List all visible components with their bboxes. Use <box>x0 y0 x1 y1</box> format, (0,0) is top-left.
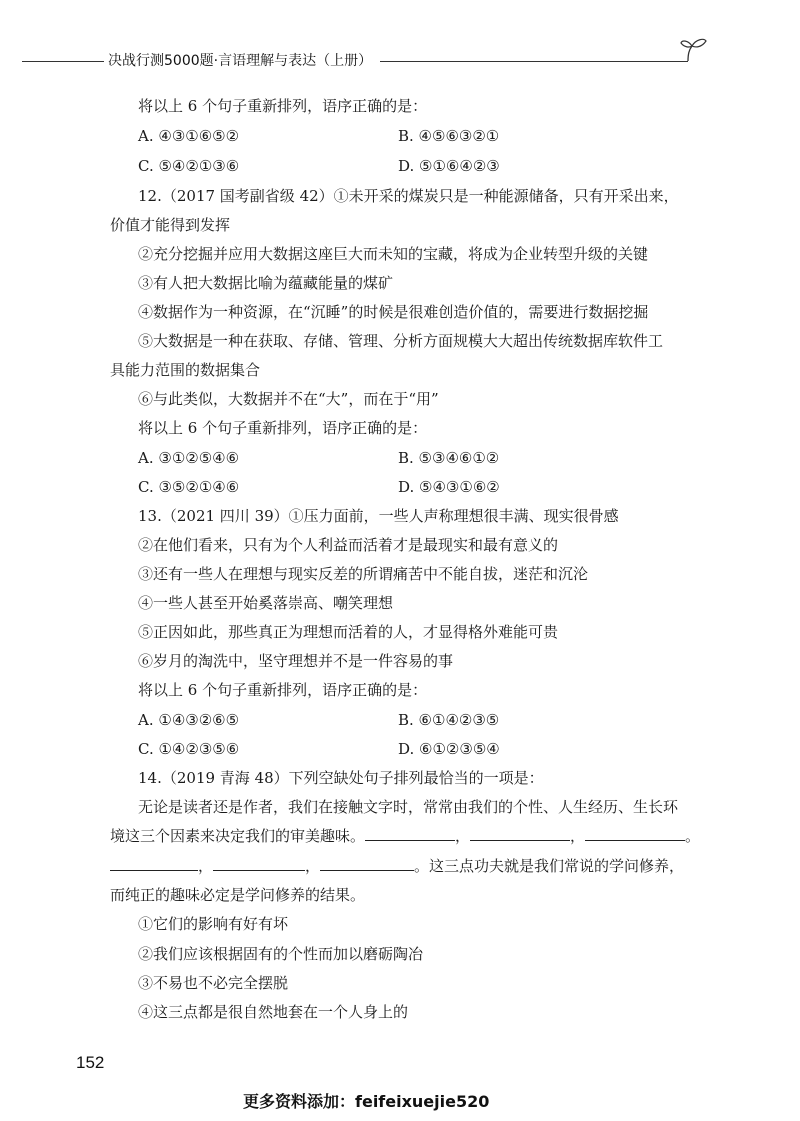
fill-blank <box>320 856 414 871</box>
q13-sentence-4: ④一些人甚至开始奚落崇高、嘲笑理想 <box>138 594 394 612</box>
q12-sentence-6: ⑥与此类似，大数据并不在“大”，而在于“用” <box>138 390 439 408</box>
fill-blank <box>213 856 305 871</box>
q13-option-d: D. ⑥①②③⑤④ <box>398 740 500 758</box>
footer-contact: 更多资料添加：feifeixuejie520 <box>243 1092 490 1111</box>
q13-sentence-5: ⑤正因如此，那些真正为理想而活着的人，才显得格外难能可贵 <box>138 623 559 641</box>
header-rule-left <box>22 61 104 62</box>
q14-sentence-1: ①它们的影响有好有坏 <box>138 915 289 933</box>
header-rule-right <box>380 61 688 62</box>
q11-option-b: B. ④⑤⑥③②① <box>398 127 500 145</box>
q12-line2: 价值才能得到发挥 <box>110 216 231 234</box>
q13-sentence-2: ②在他们看来，只有为个人利益而活着才是最现实和最有意义的 <box>138 536 559 554</box>
sprout-icon <box>678 36 714 64</box>
q14-sentence-3: ③不易也不必完全摆脱 <box>138 974 289 992</box>
q14-line1: 14.（2019 青海 48）下列空缺处句子排列最恰当的一项是： <box>138 769 544 787</box>
fill-blank <box>110 856 198 871</box>
fill-blank <box>365 826 455 841</box>
q12-sentence-3: ③有人把大数据比喻为蕴藏能量的煤矿 <box>138 274 394 292</box>
book-title: 决战行测5000题·言语理解与表达（上册） <box>108 53 373 69</box>
q12-sentence-5b: 具能力范围的数据集合 <box>110 361 261 379</box>
q12-option-a: A. ③①②⑤④⑥ <box>138 449 240 467</box>
q14-passage-line1: 无论是读者还是作者，我们在接触文字时，常常由我们的个性、人生经历、生长环 <box>138 798 679 816</box>
q14-passage-line3-text: 这三点功夫就是我们常说的学问修养， <box>429 857 685 875</box>
fill-blank <box>470 826 570 841</box>
q14-sentence-2: ②我们应该根据固有的个性而加以磨砺陶冶 <box>138 945 424 963</box>
q14-passage-line2-text: 境这三个因素来决定我们的审美趣味。 <box>110 827 366 845</box>
q13-option-c: C. ①④②③⑤⑥ <box>138 740 240 758</box>
q13-option-a: A. ①④③②⑥⑤ <box>138 711 240 729</box>
q14-sentence-4: ④这三点都是很自然地套在一个人身上的 <box>138 1003 409 1021</box>
q11-stem: 将以上 6 个句子重新排列，语序正确的是： <box>138 97 428 115</box>
q13-sentence-6: ⑥岁月的淘洗中，坚守理想并不是一件容易的事 <box>138 652 454 670</box>
q12-sentence-2: ②充分挖掘并应用大数据这座巨大而未知的宝藏，将成为企业转型升级的关键 <box>138 245 649 263</box>
page-number: 152 <box>76 1053 105 1072</box>
q12-option-c: C. ③⑤②①④⑥ <box>138 478 240 496</box>
q14-passage-line2: 境这三个因素来决定我们的审美趣味。 ， ， 。 <box>110 827 701 845</box>
q11-option-a: A. ④③①⑥⑤② <box>138 127 240 145</box>
q13-line1: 13.（2021 四川 39）①压力面前，一些人声称理想很丰满、现实很骨感 <box>138 507 619 525</box>
q11-option-d: D. ⑤①⑥④②③ <box>398 157 500 175</box>
q14-passage-line3: ， ， 。这三点功夫就是我们常说的学问修养， <box>110 856 684 876</box>
q12-option-d: D. ⑤④③①⑥② <box>398 478 500 496</box>
q12-sentence-4: ④数据作为一种资源，在“沉睡”的时候是很难创造价值的，需要进行数据挖掘 <box>138 303 649 321</box>
q12-option-b: B. ⑤③④⑥①② <box>398 449 500 467</box>
q12-line1: 12.（2017 国考副省级 42）①未开采的煤炭只是一种能源储备，只有开采出来， <box>138 187 679 205</box>
q13-stem: 将以上 6 个句子重新排列，语序正确的是： <box>138 681 428 699</box>
q12-sentence-5a: ⑤大数据是一种在获取、存储、管理、分析方面规模大大超出传统数据库软件工 <box>138 332 664 350</box>
q11-option-c: C. ⑤④②①③⑥ <box>138 157 240 175</box>
q13-sentence-3: ③还有一些人在理想与现实反差的所谓痛苦中不能自拔，迷茫和沉沦 <box>138 565 589 583</box>
fill-blank <box>585 826 685 841</box>
q13-option-b: B. ⑥①④②③⑤ <box>398 711 500 729</box>
q12-stem: 将以上 6 个句子重新排列，语序正确的是： <box>138 419 428 437</box>
q14-passage-line4: 而纯正的趣味必定是学问修养的结果。 <box>110 886 366 904</box>
